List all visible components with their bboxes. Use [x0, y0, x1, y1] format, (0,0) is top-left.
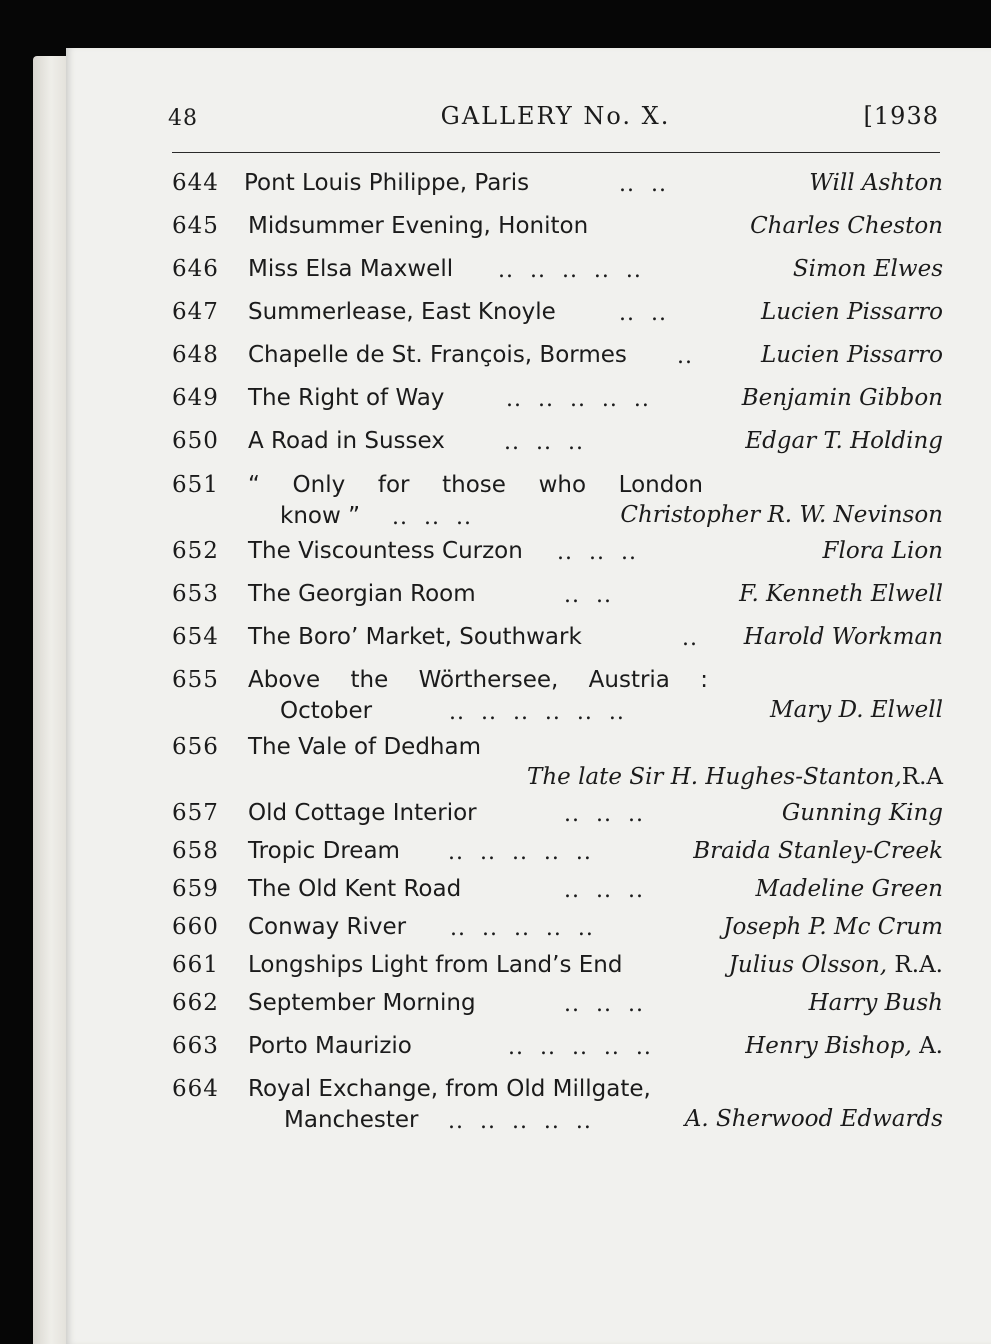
artist-name: Lucien Pissarro — [760, 342, 943, 368]
painting-title: Tropic Dream — [248, 838, 400, 864]
artist-name — [745, 1033, 943, 1059]
catalogue-page — [66, 48, 991, 1344]
entry-number: 663 — [172, 1033, 219, 1059]
artist-name — [729, 952, 943, 978]
entry-number: 651 — [172, 472, 219, 498]
entry-number: 657 — [172, 800, 219, 826]
artist-honour: R.A — [901, 764, 943, 790]
leader-dots: .. .. — [619, 172, 667, 197]
entry-number: 654 — [172, 624, 219, 650]
entry-number: 660 — [172, 914, 219, 940]
artist-name: Harry Bush — [808, 990, 943, 1016]
painting-title: Pont Louis Philippe, Paris — [244, 170, 530, 196]
entry-number: 648 — [172, 342, 219, 368]
entry-number: 644 — [172, 170, 219, 196]
artist-name: Madeline Green — [755, 876, 943, 902]
leader-dots: .. .. .. — [392, 505, 472, 530]
artist-name: Braida Stanley-Creek — [693, 838, 943, 864]
artist-name: A. Sherwood Edwards — [684, 1106, 943, 1132]
entry-number: 659 — [172, 876, 219, 902]
leader-dots: .. .. .. .. .. .. — [449, 700, 625, 725]
entry-number: 662 — [172, 990, 219, 1016]
artist-name: Will Ashton — [809, 170, 943, 196]
leader-dots: .. — [682, 626, 698, 651]
artist-name: Lucien Pissarro — [760, 299, 943, 325]
leader-dots: .. — [677, 344, 693, 369]
entry-number: 647 — [172, 299, 219, 325]
painting-title: Porto Maurizio — [248, 1033, 412, 1059]
leader-dots: .. .. .. — [564, 878, 644, 903]
painting-title: The Viscountess Curzon — [248, 538, 523, 564]
artist-name: Gunning King — [781, 800, 943, 826]
painting-title: Longships Light from Land’s End — [248, 952, 623, 978]
gallery-title: GALLERY No. X. — [440, 102, 671, 130]
artist-name-text: The late Sir H. Hughes-Stanton, — [527, 764, 902, 790]
entry-number: 649 — [172, 385, 219, 411]
painting-title: The Old Kent Road — [248, 876, 462, 902]
artist-name — [527, 764, 943, 790]
leader-dots: .. .. — [564, 583, 612, 608]
entry-number: 664 — [172, 1076, 219, 1102]
artist-name: Benjamin Gibbon — [741, 385, 943, 411]
entry-number: 650 — [172, 428, 219, 454]
entry-number: 655 — [172, 667, 219, 693]
artist-name: Mary D. Elwell — [770, 697, 943, 723]
painting-title: Chapelle de St. François, Bormes — [248, 342, 627, 368]
artist-name: Charles Cheston — [750, 213, 943, 239]
entry-number: 645 — [172, 213, 219, 239]
painting-title: The Vale of Dedham — [248, 734, 481, 760]
painting-title: “ Only for those who London — [248, 472, 703, 498]
painting-title: Old Cottage Interior — [248, 800, 477, 826]
entry-number: 658 — [172, 838, 219, 864]
painting-title: Midsummer Evening, Honiton — [248, 213, 589, 239]
leader-dots: .. .. .. .. .. — [508, 1035, 652, 1060]
catalogue-year: [1938 — [863, 102, 939, 130]
page-header — [168, 100, 943, 140]
painting-title: September Morning — [248, 990, 476, 1016]
artist-honour: A. — [911, 1033, 943, 1059]
leader-dots: .. .. .. .. .. — [506, 387, 650, 412]
painting-title: Summerlease, East Knoyle — [248, 299, 556, 325]
artist-name: F. Kenneth Elwell — [739, 581, 943, 607]
entry-number: 661 — [172, 952, 219, 978]
painting-title-continued: Manchester — [284, 1107, 419, 1133]
artist-name: Harold Workman — [743, 624, 943, 650]
leader-dots: .. .. .. — [557, 540, 637, 565]
entry-number: 653 — [172, 581, 219, 607]
painting-title: The Right of Way — [248, 385, 445, 411]
painting-title: Royal Exchange, from Old Millgate, — [248, 1076, 651, 1102]
leader-dots: .. .. .. .. .. — [448, 840, 592, 865]
artist-name: Christopher R. W. Nevinson — [620, 502, 943, 528]
leader-dots: .. .. .. — [564, 802, 644, 827]
artist-name: Simon Elwes — [792, 256, 943, 282]
painting-title: Conway River — [248, 914, 407, 940]
leader-dots: .. .. .. — [564, 992, 644, 1017]
leader-dots: .. .. .. .. .. — [498, 258, 642, 283]
painting-title-continued: know ” — [280, 503, 361, 529]
leader-dots: .. .. .. .. .. — [448, 1109, 592, 1134]
artist-name-text: Henry Bishop, — [745, 1033, 912, 1059]
entry-number: 652 — [172, 538, 219, 564]
painting-title: A Road in Sussex — [248, 428, 445, 454]
entry-number: 646 — [172, 256, 219, 282]
artist-honour: R.A. — [887, 952, 943, 978]
entry-number: 656 — [172, 734, 219, 760]
painting-title: Miss Elsa Maxwell — [248, 256, 454, 282]
painting-title-continued: October — [280, 698, 373, 724]
artist-name: Edgar T. Holding — [745, 428, 943, 454]
leader-dots: .. .. .. — [504, 430, 584, 455]
artist-name: Flora Lion — [822, 538, 943, 564]
leader-dots: .. .. — [619, 301, 667, 326]
page-number: 48 — [168, 106, 198, 131]
painting-title: The Georgian Room — [248, 581, 476, 607]
leader-dots: .. .. .. .. .. — [450, 916, 594, 941]
artist-name: Joseph P. Mc Crum — [723, 914, 943, 940]
painting-title: The Boro’ Market, Southwark — [248, 624, 582, 650]
painting-title: Above the Wörthersee, Austria : — [248, 667, 708, 693]
header-rule — [172, 152, 940, 153]
artist-name-text: Julius Olsson, — [728, 952, 888, 978]
